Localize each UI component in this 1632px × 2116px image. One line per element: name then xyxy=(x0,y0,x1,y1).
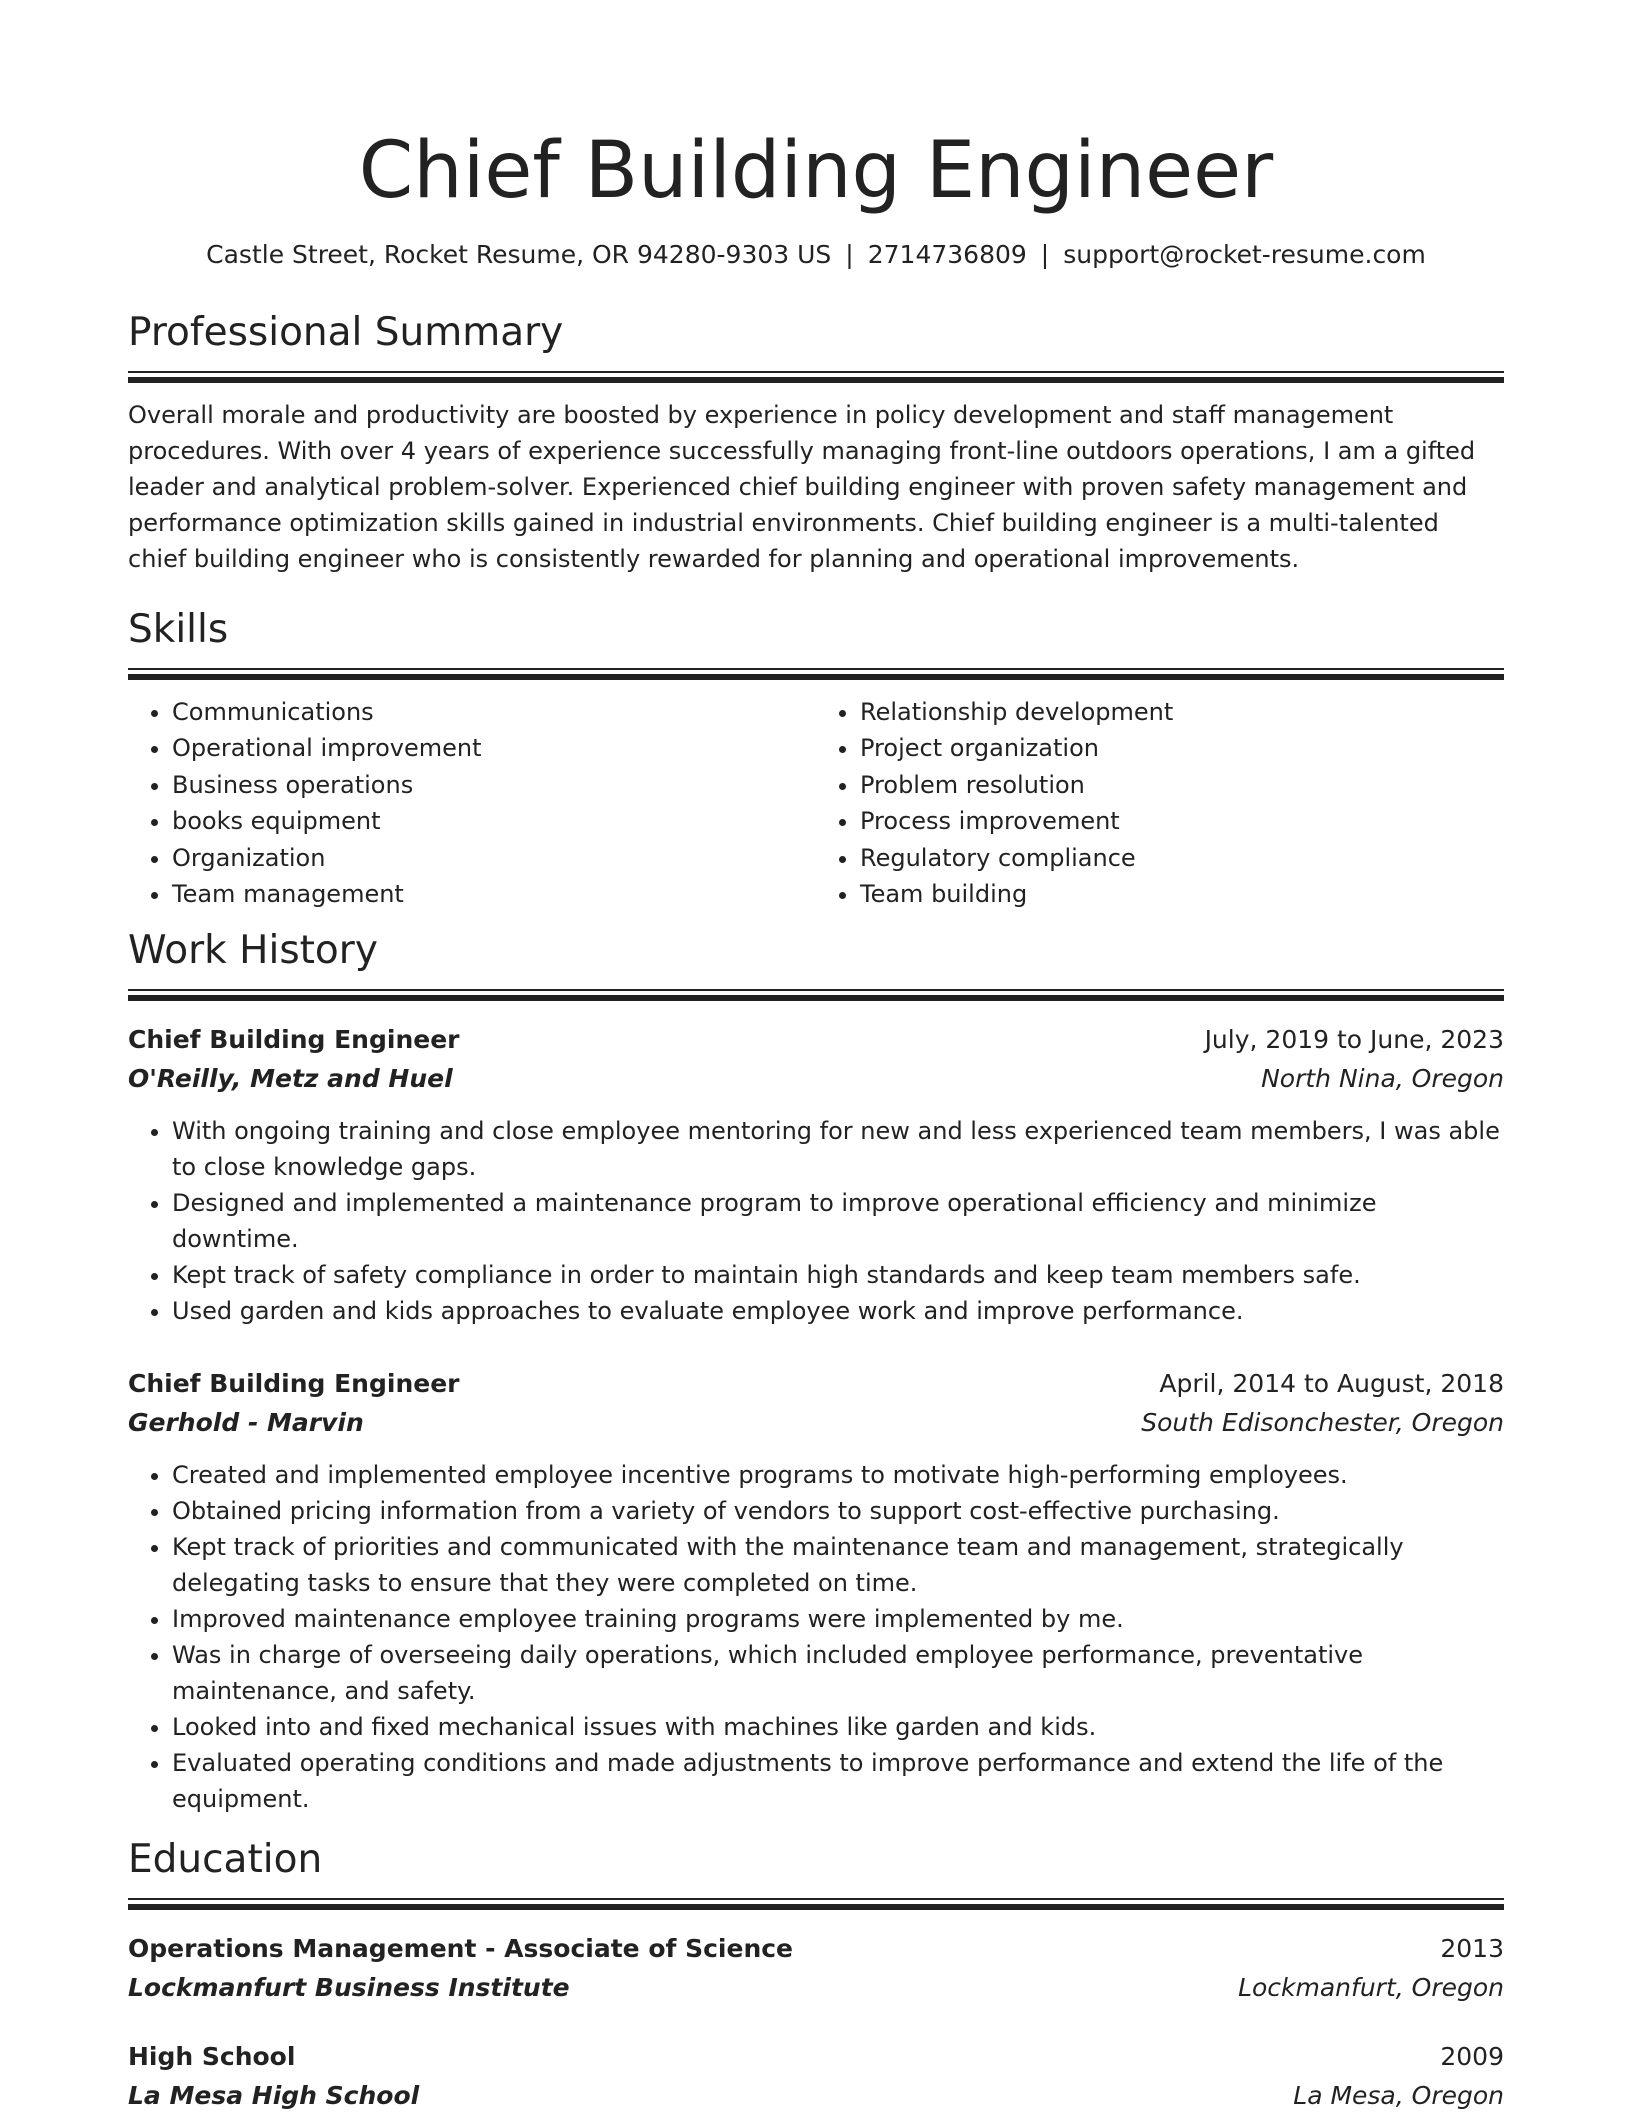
job-bullet: • Created and implemented employee incentive programs to motivate high-performing employees. xyxy=(172,1457,1504,1493)
skill-item: • Team management xyxy=(172,876,816,912)
skill-item: • Operational improvement xyxy=(172,730,816,766)
job-title: Chief Building Engineer xyxy=(128,1369,460,1399)
job-bullets xyxy=(128,1113,1504,1329)
section-divider xyxy=(128,989,1504,1001)
section-divider xyxy=(128,668,1504,680)
job-company-row xyxy=(128,1059,1504,1099)
education-year: 2009 xyxy=(1440,2042,1504,2072)
contact-address: Castle Street, Rocket Resume, OR 94280-9303 US xyxy=(206,240,832,269)
education-entry xyxy=(128,2038,1504,2116)
skill-item: • Communications xyxy=(172,694,816,730)
section-divider xyxy=(128,371,1504,383)
contact-separator: | xyxy=(845,240,854,269)
job-bullet: • Designed and implemented a maintenance program to improve operational efficiency and minimize downtime. xyxy=(172,1185,1504,1257)
education-school: La Mesa High School xyxy=(128,2081,420,2111)
skills-columns xyxy=(128,694,1504,912)
job-bullet: • Kept track of safety compliance in order to maintain high standards and keep team members safe. xyxy=(172,1257,1504,1293)
contact-email: support@rocket-resume.com xyxy=(1063,240,1426,269)
skills-list-left xyxy=(128,694,816,912)
education-year: 2013 xyxy=(1440,1934,1504,1964)
job-dates: April, 2014 to August, 2018 xyxy=(1159,1369,1504,1399)
education-section xyxy=(128,1835,1504,2116)
education-location: La Mesa, Oregon xyxy=(1293,2081,1504,2111)
education-school-row xyxy=(128,2076,1504,2116)
education-degree: High School xyxy=(128,2042,296,2072)
resume-name-heading: Chief Building Engineer xyxy=(358,126,1274,216)
job-company: Gerhold - Marvin xyxy=(128,1408,364,1438)
contact-separator: | xyxy=(1040,240,1050,269)
job-bullet: • Used garden and kids approaches to evaluate employee work and improve performance. xyxy=(172,1293,1504,1329)
job-dates: July, 2019 to June, 2023 xyxy=(1204,1025,1504,1055)
job-bullets xyxy=(128,1457,1504,1817)
education-header-row xyxy=(128,2038,1504,2076)
skills-list-right xyxy=(816,694,1504,912)
job-entry xyxy=(128,1365,1504,1817)
job-title: Chief Building Engineer xyxy=(128,1025,460,1055)
skill-item: • books equipment xyxy=(172,803,816,839)
job-location: North Nina, Oregon xyxy=(1261,1064,1504,1094)
job-header-row xyxy=(128,1021,1504,1059)
resume-page xyxy=(128,0,1504,2116)
job-company-row xyxy=(128,1403,1504,1443)
summary-paragraph: Overall morale and productivity are boosted by experience in policy development and staff management procedures. With over 4 years of experience successfully managing front-line outdoors operations, I am a gifted leader and analytical problem-solver. Experienced chief building engineer with proven safety management and performance optimization skills gained in industrial environments. Chief building engineer is a multi-talented chief building engineer who is consistently rewarded for planning and operational improvements. xyxy=(128,401,1476,573)
skill-item: • Regulatory compliance xyxy=(860,840,1504,876)
skill-item: • Project organization xyxy=(860,730,1504,766)
skill-item: • Organization xyxy=(172,840,816,876)
contact-phone: 2714736809 xyxy=(867,240,1027,269)
job-bullet: • Kept track of priorities and communicated with the maintenance team and management, strategically delegating tasks to ensure that they were completed on time. xyxy=(172,1529,1504,1601)
job-bullet: • Looked into and fixed mechanical issues with machines like garden and kids. xyxy=(172,1709,1504,1745)
skill-item: • Team building xyxy=(860,876,1504,912)
job-company: O'Reilly, Metz and Huel xyxy=(128,1064,453,1094)
skill-item: • Process improvement xyxy=(860,803,1504,839)
job-bullet: • With ongoing training and close employee mentoring for new and less experienced team members, I was able to close knowledge gaps. xyxy=(172,1113,1504,1185)
skill-item: • Relationship development xyxy=(860,694,1504,730)
job-entry xyxy=(128,1021,1504,1329)
section-title: Professional Summary xyxy=(128,310,564,355)
education-school-row xyxy=(128,1968,1504,2008)
contact-line xyxy=(128,238,1504,272)
section-title: Skills xyxy=(128,607,229,652)
education-entry xyxy=(128,1930,1504,2008)
education-degree: Operations Management - Associate of Science xyxy=(128,1934,794,1964)
job-bullet: • Obtained pricing information from a variety of vendors to support cost-effective purchasing. xyxy=(172,1493,1504,1529)
work-history-section xyxy=(128,926,1504,1817)
job-bullet: • Was in charge of overseeing daily operations, which included employee performance, preventative maintenance, and safety. xyxy=(172,1637,1504,1709)
job-bullet: • Evaluated operating conditions and made adjustments to improve performance and extend the life of the equipment. xyxy=(172,1745,1504,1817)
skill-item: • Business operations xyxy=(172,767,816,803)
skill-item: • Problem resolution xyxy=(860,767,1504,803)
professional-summary-section xyxy=(128,308,1504,577)
education-school: Lockmanfurt Business Institute xyxy=(128,1973,570,2003)
section-title: Work History xyxy=(128,928,378,974)
job-header-row xyxy=(128,1365,1504,1403)
section-divider xyxy=(128,1898,1504,1910)
education-header-row xyxy=(128,1930,1504,1968)
education-location: Lockmanfurt, Oregon xyxy=(1238,1973,1504,2003)
job-bullet: • Improved maintenance employee training programs were implemented by me. xyxy=(172,1601,1504,1637)
section-title: Education xyxy=(128,1837,323,1883)
skills-section xyxy=(128,605,1504,912)
job-location: South Edisonchester, Oregon xyxy=(1141,1408,1504,1438)
